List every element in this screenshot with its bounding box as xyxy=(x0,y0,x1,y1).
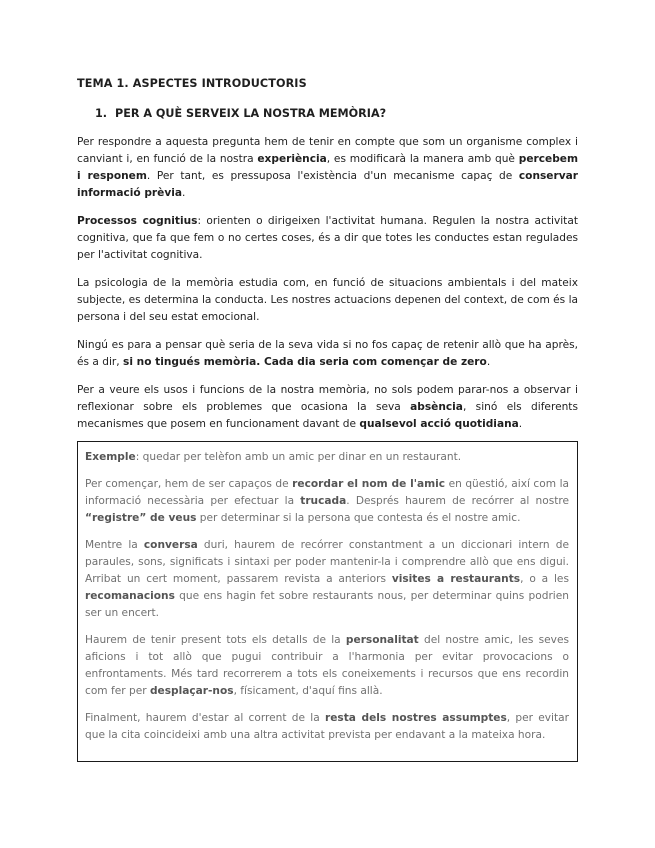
text: duri, haurem de recórrer constantment a un diccionari intern de paraules, sons, significats i sintaxi per poder mantenir-la i comprendre allò que ens digui. Arribat un cert moment, passarem revista a anteriors xyxy=(85,539,569,585)
page-content xyxy=(77,76,578,762)
bold-text: recomanacions xyxy=(85,590,175,602)
bold-text: recordar el nom de l'amic xyxy=(292,478,446,490)
paragraph-psychology xyxy=(77,275,578,326)
example-title xyxy=(85,449,569,466)
section-heading xyxy=(95,106,578,122)
bold-text: conversa xyxy=(143,539,198,551)
text: Per començar, hem de ser capaços de xyxy=(85,478,293,490)
text: en qüestió, així com la informació necessària per efectuar la xyxy=(85,478,570,507)
text: que ens hagin fet sobre restaurants nous, per determinar quins podrien ser un encert. xyxy=(85,590,569,619)
text: Per a veure els usos i funcions de la nostra memòria, no sols podem parar-nos a observar i reflexionar sobre els problemes que ocasiona la seva xyxy=(77,384,578,413)
text: Finalment, haurem d'estar al corrent de la xyxy=(85,712,325,724)
bold-text: qualsevol acció quotidiana xyxy=(359,418,519,430)
text: . xyxy=(182,187,186,199)
bold-text: Exemple xyxy=(85,451,136,463)
text: . Després haurem de recórrer al nostre xyxy=(346,495,570,507)
section-number: 1. xyxy=(95,107,108,120)
text: , físicament, d'aquí fins allà. xyxy=(233,685,383,697)
text: : orienten o dirigeixen l'activitat humana. Regulen la nostra activitat cognitiva, que fa que fem o no certes coses, és a dir que totes les conductes estan regulades per l'activitat cognitiva. xyxy=(77,215,578,261)
bold-text: resta dels nostres assumptes xyxy=(324,712,507,724)
bold-text: personalitat xyxy=(345,634,419,646)
bold-text: percebem i responem xyxy=(77,153,578,182)
text: , o a les xyxy=(520,573,569,585)
text: La psicologia de la memòria estudia com, en funció de situacions ambientals i del mateix subjecte, es determina la conducta. Les nostres actuacions depenen del context, de com és la persona i del seu estat emocional. xyxy=(77,277,578,323)
bold-text: trucada xyxy=(300,495,347,507)
paragraph-no-memory xyxy=(77,337,578,371)
text: , per evitar que la cita coincideixi amb una altra activitat prevista per endavant a la mateixa hora. xyxy=(85,712,569,741)
bold-text: experiència xyxy=(257,153,327,165)
example-box xyxy=(77,441,578,762)
bold-text: visites a restaurants xyxy=(391,573,521,585)
section-title: PER A QUÈ SERVEIX LA NOSTRA MEMÒRIA? xyxy=(115,107,387,120)
text: . xyxy=(486,356,491,368)
example-paragraph-conversation xyxy=(85,537,569,622)
text: Mentre la xyxy=(85,539,144,551)
text: per determinar si la persona que contesta és el nostre amic. xyxy=(196,512,521,524)
example-paragraph-call xyxy=(85,476,569,527)
paragraph-uses xyxy=(77,382,578,433)
bold-text: Processos cognitius xyxy=(77,215,198,227)
bold-text: desplaçar-nos xyxy=(149,685,234,697)
text: del nostre amic, les seves aficions i tot allò que pugui contribuir a l'harmonia per evitar provocacions o enfrontaments. Més tard recorrerem a tots els coneixements i recursos que ens recordin com fer per xyxy=(85,634,569,697)
text: : quedar per telèfon amb un amic per dinar en un restaurant. xyxy=(135,451,462,463)
bold-text: absència xyxy=(410,401,463,413)
paragraph-intro xyxy=(77,134,578,202)
text: Haurem de tenir present tots els detalls de la xyxy=(85,634,346,646)
text: , es modificarà la manera amb què xyxy=(326,153,519,165)
example-paragraph-personality xyxy=(85,632,569,700)
bold-text: “registre” de veus xyxy=(85,512,197,524)
paragraph-cognitive-processes xyxy=(77,213,578,264)
text: , sinó els diferents mecanismes que posem en funcionament davant de xyxy=(77,401,578,430)
bold-text: conservar informació prèvia xyxy=(77,170,578,199)
text: . Per tant, es pressuposa l'existència d'un mecanisme capaç de xyxy=(146,170,519,182)
text: . xyxy=(518,418,523,430)
text: Ningú es para a pensar què seria de la seva vida si no fos capaç de retenir allò que ha après, és a dir, xyxy=(77,339,578,368)
page-title: TEMA 1. ASPECTES INTRODUCTORIS xyxy=(77,77,307,90)
example-paragraph-finally xyxy=(85,710,569,744)
bold-text: si no tingués memòria. Cada dia seria com començar de zero xyxy=(123,356,487,368)
text: Per respondre a aquesta pregunta hem de tenir en compte que som un organisme complex i canviant i, en funció de la nostra xyxy=(77,136,578,165)
